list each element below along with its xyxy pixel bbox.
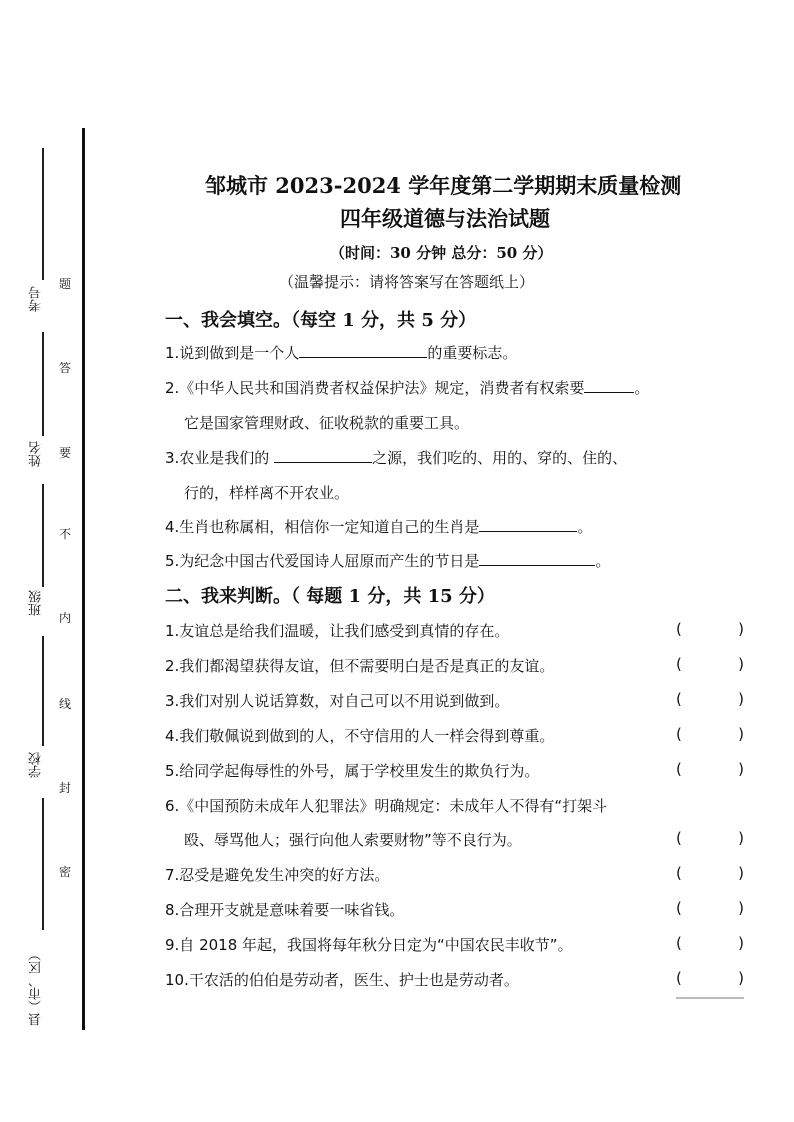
bracket-close: ) — [738, 760, 744, 778]
county-label: 县（市、区） — [29, 948, 44, 1026]
seal-char: 要 — [59, 446, 72, 460]
time-and-score: （时间：30 分钟 总分：50 分） — [330, 244, 553, 262]
bracket-open: ( — [676, 725, 682, 743]
judge-question-3: 3.我们对别人说话算数，对自己可以不用说到做到。 — [165, 692, 510, 710]
question-text: 1.说到做到是一个人 — [165, 344, 300, 362]
exam-number-line — [42, 332, 44, 436]
answer-bracket[interactable] — [676, 969, 744, 987]
bracket-close: ) — [738, 969, 744, 987]
margin-rule-top — [42, 148, 44, 280]
seal-char: 内 — [59, 611, 72, 625]
binding-line — [82, 128, 85, 1030]
section-2-heading: 二、我来判断。（ 每题 1 分，共 15 分） — [165, 586, 495, 607]
answer-blank[interactable] — [299, 343, 427, 358]
bracket-close: ) — [738, 620, 744, 638]
school-label: 学校 — [29, 752, 44, 778]
exam-title: 邹城市 2023-2024 学年度第二学期期末质量检测 — [205, 173, 682, 198]
judge-question-10: 10.干农活的伯伯是劳动者，医生、护士也是劳动者。 — [165, 971, 519, 989]
question-text: 。 — [577, 518, 593, 536]
judge-question-8: 8.合理开支就是意味着要一味省钱。 — [165, 901, 405, 919]
answer-bracket[interactable] — [676, 690, 744, 708]
judge-question-2: 2.我们都渴望获得友谊，但不需要明白是否是真正的友谊。 — [165, 657, 555, 675]
bracket-open: ( — [676, 620, 682, 638]
bracket-close: ) — [738, 934, 744, 952]
answer-bracket[interactable] — [676, 760, 744, 778]
answer-bracket[interactable] — [676, 899, 744, 917]
judge-question-7: 7.忍受是避免发生冲突的好方法。 — [165, 866, 390, 884]
answer-bracket[interactable] — [676, 725, 744, 743]
section-1-heading: 一、我会填空。（每空 1 分，共 5 分） — [165, 310, 477, 331]
question-text: 3.农业是我们的 — [165, 449, 275, 467]
class-line — [42, 636, 44, 746]
bracket-close: ) — [738, 864, 744, 882]
bracket-close: ) — [738, 899, 744, 917]
answer-blank[interactable] — [479, 517, 577, 532]
seal-char: 题 — [59, 277, 72, 291]
answer-bracket[interactable] — [676, 620, 744, 638]
bracket-open: ( — [676, 969, 682, 987]
scan-smudge — [676, 997, 744, 999]
bracket-open: ( — [676, 934, 682, 952]
question-text: 4.生肖也称属相，相信你一定知道自己的生肖是 — [165, 518, 480, 536]
judge-question-9: 9.自 2018 年起，我国将每年秋分日定为“中国农民丰收节”。 — [165, 936, 573, 954]
name-label: 姓名 — [29, 441, 44, 467]
bracket-open: ( — [676, 899, 682, 917]
question-text: 。 — [634, 379, 650, 397]
seal-char: 答 — [59, 361, 72, 375]
fill-question-5 — [165, 550, 610, 571]
seal-char: 密 — [59, 865, 72, 879]
school-line — [42, 798, 44, 930]
answer-bracket[interactable] — [676, 655, 744, 673]
judge-question-4: 4.我们敬佩说到做到的人，不守信用的人一样会得到尊重。 — [165, 727, 555, 745]
judge-question-6: 6.《中国预防未成年人犯罪法》明确规定：未成年人不得有“打架斗 — [165, 797, 608, 815]
bracket-open: ( — [676, 829, 682, 847]
name-line — [42, 484, 44, 587]
answer-blank[interactable] — [274, 448, 372, 463]
fill-question-2-continued: 它是国家管理财政、征收税款的重要工具。 — [184, 414, 470, 432]
bracket-close: ) — [738, 725, 744, 743]
bracket-open: ( — [676, 690, 682, 708]
question-text: 2.《中华人民共和国消费者权益保护法》规定，消费者有权索要 — [165, 379, 585, 397]
class-label: 班级 — [29, 590, 44, 616]
answer-blank[interactable] — [584, 378, 634, 393]
fill-question-4 — [165, 516, 592, 537]
judge-question-6-continued: 殴、辱骂他人；强行向他人索要财物”等不良行为。 — [184, 831, 522, 849]
fill-question-2 — [165, 377, 649, 398]
fill-question-3-continued: 行的，样样离不开农业。 — [184, 484, 350, 502]
question-text: 。 — [595, 552, 611, 570]
question-text: 的重要标志。 — [427, 344, 518, 362]
answer-tip: （温馨提示：请将答案写在答题纸上） — [279, 273, 535, 291]
question-text: 之源，我们吃的、用的、穿的、住的、 — [372, 449, 628, 467]
bracket-open: ( — [676, 760, 682, 778]
answer-bracket[interactable] — [676, 829, 744, 847]
seal-char: 线 — [59, 697, 72, 711]
question-text: 5.为纪念中国古代爱国诗人屈原而产生的节日是 — [165, 552, 480, 570]
bracket-close: ) — [738, 655, 744, 673]
seal-char: 不 — [59, 527, 72, 541]
fill-question-3 — [165, 447, 627, 468]
judge-question-1: 1.友谊总是给我们温暖，让我们感受到真情的存在。 — [165, 622, 510, 640]
bracket-open: ( — [676, 864, 682, 882]
bracket-open: ( — [676, 655, 682, 673]
answer-bracket[interactable] — [676, 864, 744, 882]
seal-char: 封 — [59, 781, 72, 795]
exam-number-label: 考号 — [29, 286, 44, 312]
bracket-close: ) — [738, 690, 744, 708]
answer-bracket[interactable] — [676, 934, 744, 952]
bracket-close: ) — [738, 829, 744, 847]
exam-subject-title: 四年级道德与法治试题 — [340, 206, 550, 231]
judge-question-5: 5.给同学起侮辱性的外号，属于学校里发生的欺负行为。 — [165, 762, 540, 780]
answer-blank[interactable] — [479, 551, 595, 566]
fill-question-1 — [165, 342, 517, 363]
